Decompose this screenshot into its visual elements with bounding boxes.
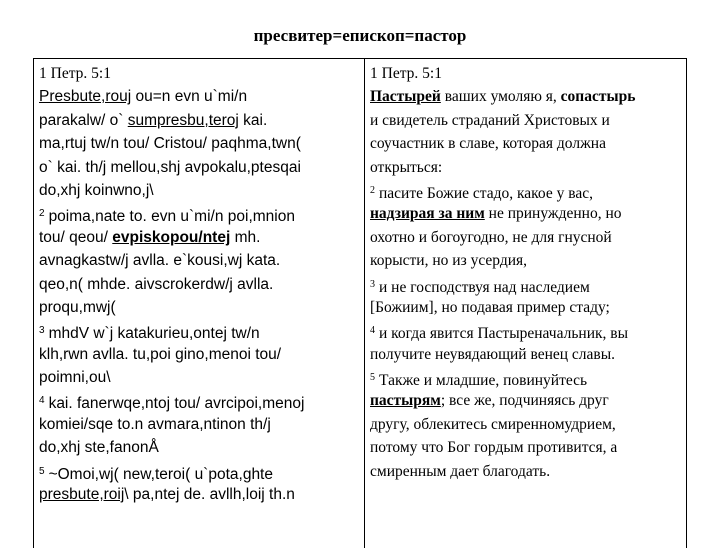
greek-reference: 1 Петр. 5:1 <box>39 65 111 82</box>
greek-line: poimni,ou\ <box>39 369 111 387</box>
russian-line <box>370 319 686 342</box>
greek-text: kai. fanerwqe,ntoj tou/ avrcipoi,menoj <box>48 395 305 413</box>
greek-line <box>39 85 361 108</box>
russian-line <box>370 389 686 412</box>
russian-line <box>370 366 686 389</box>
russian-highlight: Пастырей <box>370 88 441 106</box>
russian-highlight: сопастырь <box>560 88 636 106</box>
greek-line <box>39 202 361 225</box>
greek-line: do,xhj ste,fanonÅ <box>39 439 159 457</box>
russian-line <box>370 85 686 108</box>
greek-line <box>39 226 361 249</box>
greek-text: kai. <box>238 111 268 129</box>
russian-line <box>370 273 686 296</box>
russian-text: не принужденно, но <box>484 205 622 223</box>
greek-highlight: presbute,roij <box>39 486 125 504</box>
russian-text: пасите Божие стадо, какое у вас, <box>379 184 593 202</box>
greek-text: mhdV w`j katakurieu,ontej tw/n <box>48 325 260 343</box>
verse-number: 3 <box>370 278 375 290</box>
page-title: пресвитер=епископ=пастор <box>253 26 467 45</box>
russian-text: ; все же, подчиняясь друг <box>440 392 609 410</box>
russian-text: Также и младшие, повинуйтесь <box>379 372 588 390</box>
russian-line <box>370 202 686 225</box>
greek-line <box>39 62 361 85</box>
russian-line: смиренным дает благодать. <box>370 462 551 480</box>
comparison-table <box>33 58 687 548</box>
greek-line <box>39 109 361 132</box>
greek-line: klh,rwn avlla. tu,poi gino,menoi tou/ <box>39 345 282 363</box>
greek-highlight: sumpresbu,teroj <box>127 111 239 129</box>
column-divider <box>364 59 365 548</box>
russian-line: [Божиим], но подавая пример стаду; <box>370 298 610 316</box>
russian-line: и свидетель страданий Христовых и <box>370 111 610 129</box>
russian-line: другу, облекитесь смиренномудрием, <box>370 415 616 433</box>
greek-line: do,xhj koinwno,j\ <box>39 181 154 199</box>
russian-line <box>370 179 686 202</box>
greek-text: poima,nate to. evn u`mi/n poi,mnion <box>48 208 295 226</box>
verse-number: 4 <box>39 395 45 407</box>
russian-line: корысти, но из усердия, <box>370 252 527 270</box>
greek-text: mh. <box>230 228 261 246</box>
greek-text: parakalw/ o` <box>39 111 128 129</box>
greek-text: ~Omoi,wj( new,teroi( u`pota,ghte <box>48 465 273 483</box>
verse-number: 5 <box>370 372 375 384</box>
greek-line: o` kai. th/j mellou,shj avpokalu,ptesqai <box>39 158 301 176</box>
greek-line <box>39 483 361 506</box>
greek-line: ma,rtuj tw/n tou/ Cristou/ paqhma,twn( <box>39 135 301 153</box>
greek-highlight: Presbute,rouj <box>39 88 132 106</box>
greek-line <box>39 460 361 483</box>
russian-highlight: пастырям <box>370 392 441 410</box>
russian-line: охотно и богоугодно, не для гнусной <box>370 228 612 246</box>
russian-text: ваших умоляю я, <box>440 88 561 106</box>
verse-number: 2 <box>39 208 45 220</box>
greek-line: komiei/sqe to.n avmara,ntinon th/j <box>39 415 271 433</box>
russian-text-column <box>370 62 686 483</box>
verse-number: 3 <box>39 325 45 337</box>
greek-line: proqu,mwj( <box>39 298 116 316</box>
russian-line: получите неувядающий венец славы. <box>370 345 616 363</box>
greek-line <box>39 389 361 412</box>
greek-line: qeo,n( mhde. aivscrokerdw/j avlla. <box>39 275 274 293</box>
verse-number: 5 <box>39 465 45 477</box>
russian-line: открыться: <box>370 158 443 176</box>
verse-number: 2 <box>370 184 375 196</box>
verse-number: 4 <box>370 325 375 337</box>
russian-text: и не господствуя над наследием <box>379 278 590 296</box>
greek-line: avnagkastw/j avlla. e`kousi,wj kata. <box>39 252 281 270</box>
russian-highlight: надзирая за ним <box>370 205 485 223</box>
greek-line <box>39 319 361 342</box>
russian-text: и когда явится Пастыреначальник, вы <box>379 325 629 343</box>
russian-line: потому что Бог гордым противится, а <box>370 439 618 457</box>
greek-text: ou=n evn u`mi/n <box>131 88 248 106</box>
russian-line: соучастник в славе, которая должна <box>370 135 606 153</box>
greek-highlight: evpiskopou/ntej <box>112 228 231 246</box>
greek-text: tou/ qeou/ <box>39 228 113 246</box>
russian-line: 1 Петр. 5:1 <box>370 65 442 82</box>
greek-text-column <box>39 62 361 506</box>
greek-text: \ pa,ntej de. avllh,loij th.n <box>124 486 295 504</box>
